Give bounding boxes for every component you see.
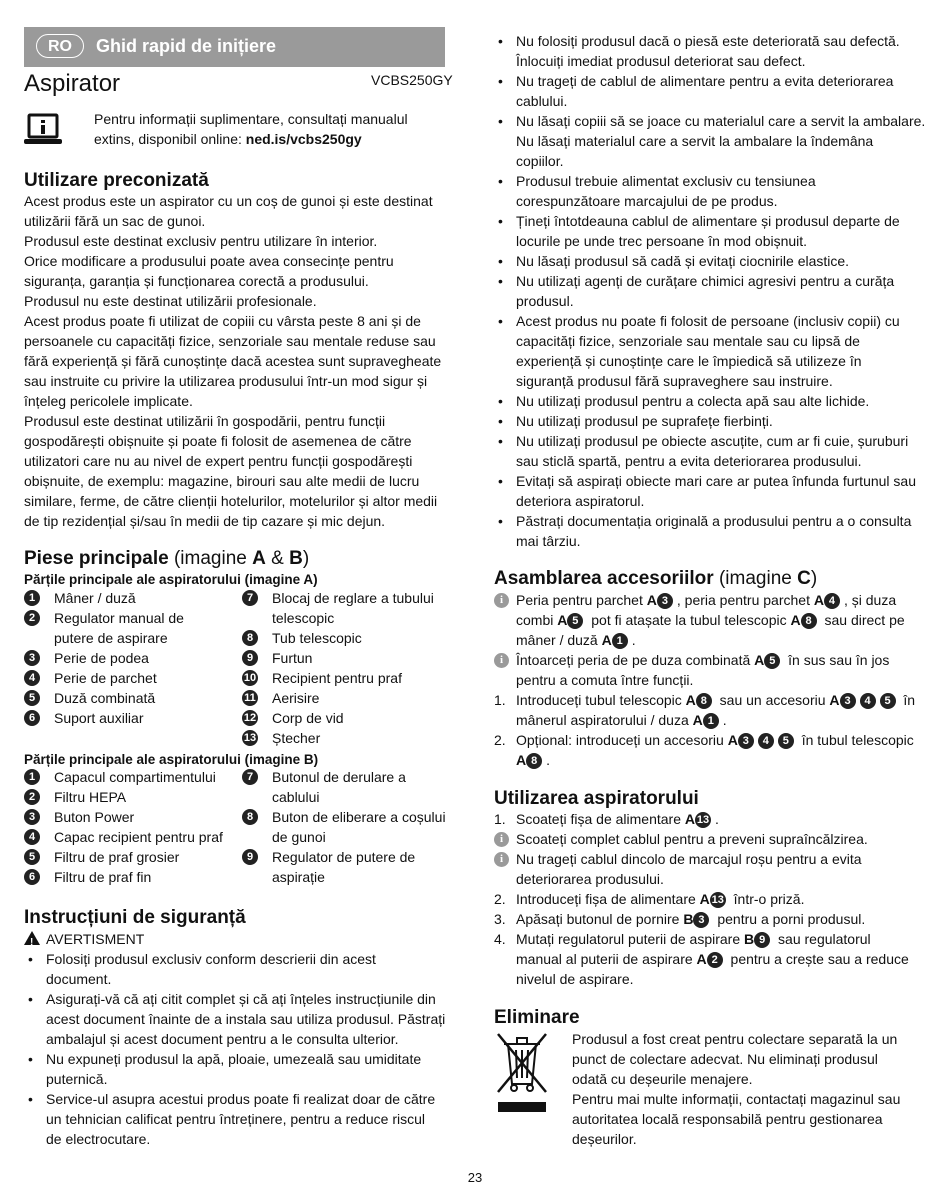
model-number: VCBS250GY (371, 72, 453, 88)
text-line: cablului. (516, 93, 568, 109)
text-line: Evitați să aspirați obiecte mari care ar putea înfunda furtunul sau (516, 473, 916, 489)
safety-item (494, 71, 926, 111)
text-fragment: 3 (738, 733, 754, 749)
safety-item (494, 471, 926, 511)
part-item (242, 708, 452, 728)
banner-title: Ghid rapid de inițiere (96, 36, 277, 56)
parts-a-subtitle: Părțile principale ale aspiratorului (imagine A) (24, 572, 318, 587)
text-fragment: mânerul aspiratorului / duza (516, 712, 693, 728)
text-line: Capacul compartimentului (54, 769, 216, 785)
info-text (94, 109, 434, 149)
safety-item (494, 391, 926, 411)
assembly-close: ) (810, 568, 818, 589)
text-fragment: combi (516, 612, 558, 628)
text-fragment: 3 (693, 912, 709, 928)
image-a-ref: A (252, 548, 266, 569)
text-fragment: 4 (824, 593, 840, 609)
usage-step-2 (494, 889, 926, 909)
text-line: odată cu deșeurile menajere. (572, 1071, 753, 1087)
text-line: Regulator manual de (54, 610, 184, 626)
safety-item (494, 411, 926, 431)
text-line: un tehnician calificat pentru întreținere, pentru a reduce riscul (46, 1111, 425, 1127)
info-icon: i (494, 653, 509, 668)
section-title-assembly (494, 568, 817, 590)
usage-step-4 (494, 929, 926, 989)
part-number-badge: 9 (242, 650, 258, 666)
text-line: aspirație (272, 869, 325, 885)
language-badge: RO (36, 34, 84, 58)
safety-item (24, 949, 449, 989)
part-item (242, 628, 452, 648)
text-fragment: 4. (494, 931, 506, 947)
text-line: Blocaj de reglare a tubului (272, 590, 434, 606)
part-item (242, 767, 452, 807)
text-line: Acest produs poate fi utilizat de copiii cu vârsta peste 8 ani și de (24, 313, 421, 329)
parts-a-left-list (24, 588, 239, 728)
text-line: Capac recipient pentru praf (54, 829, 223, 845)
text-line: Orice modificare a produsului poate avea consecințe pentru (24, 253, 394, 269)
section-title-intended-use: Utilizare preconizată (24, 170, 209, 191)
warning-text: AVERTISMENT (46, 931, 145, 947)
safety-item (24, 989, 449, 1049)
text-fragment: 13 (696, 814, 710, 827)
text-line: Asigurați-vă că ați citit complet și că ați înțeles instrucțiunile din (46, 991, 436, 1007)
text-line: siguranța, garanția și funcționarea corectă a produsului. (24, 273, 369, 289)
text-fragment: . (546, 752, 551, 768)
laptop-info-icon (24, 113, 62, 147)
info-icon: i (494, 593, 509, 608)
text-fragment: 1. (494, 811, 506, 827)
page-number: 23 (467, 1170, 483, 1185)
text-line: Nu utilizați produsul pentru a colecta apă sau alte lichide. (516, 393, 870, 409)
text-line: Folosiți produsul exclusiv conform descrierii din acest (46, 951, 376, 967)
manual-link[interactable]: ned.is/vcbs250gy (245, 131, 362, 147)
part-number-badge: 2 (24, 789, 40, 805)
image-b-ref: B (289, 548, 303, 569)
safety-item (24, 1049, 449, 1089)
text-line: Nu utilizați agenți de curățare chimici agresivi pentru a curăța (516, 273, 895, 289)
text-fragment: sau regulatorul (774, 931, 871, 947)
text-fragment: A (685, 692, 696, 708)
safety-item (494, 511, 926, 551)
usage-note-2 (494, 849, 926, 889)
text-line: Filtru de praf fin (54, 869, 152, 885)
text-line: document. (46, 971, 112, 987)
text-fragment: 5 (567, 613, 583, 629)
text-fragment: 5 (778, 733, 794, 749)
part-number-badge: 1 (24, 769, 40, 785)
part-item (24, 668, 239, 688)
text-fragment: 1. (494, 692, 506, 708)
text-fragment: , peria pentru parchet (676, 592, 814, 608)
text-line: capacități fizice, senzoriale sau mentale sau cu lipsă de (516, 333, 860, 349)
text-fragment: 9 (754, 932, 770, 948)
text-line: telescopic (272, 610, 335, 626)
assembly-step-1 (494, 690, 926, 730)
warning-icon: ! (24, 931, 40, 945)
text-fragment: Introduceți tubul telescopic (516, 692, 686, 708)
text-fragment: pot fi atașate la tubul telescopic (587, 612, 791, 628)
text-fragment: Mutați regulatorul puterii de aspirare (516, 931, 745, 947)
text-line: Tub telescopic (272, 630, 362, 646)
text-line: siguranță produsul fără supraveghere sau instruire. (516, 373, 833, 389)
text-fragment: A (754, 652, 765, 668)
text-line: locurile pe unde trec persoane în mod obișnuit. (516, 233, 808, 249)
text-line: Acest produs nu poate fi folosit de persoane (inclusiv copii) cu (516, 313, 900, 329)
text-fragment: , și duza (843, 592, 897, 608)
part-item (242, 648, 452, 668)
text-fragment: A (696, 951, 707, 967)
text-line: Produsul a fost creat pentru colectare separată la un (572, 1031, 898, 1047)
text-fragment: 3. (494, 911, 506, 927)
text-line: Service-ul asupra acestui produs poate fi realizat doar de către (46, 1091, 436, 1107)
text-line: Nu trageți de cablul de alimentare pentru a evita deteriorarea (516, 73, 894, 89)
text-fragment: 2. (494, 732, 506, 748)
part-item (24, 807, 239, 827)
part-number-badge: 8 (242, 630, 258, 646)
section-title-usage: Utilizarea aspiratorului (494, 788, 699, 809)
part-item (24, 827, 239, 847)
part-number-badge: 3 (24, 650, 40, 666)
text-line: Păstrați documentația originală a produsului pentru a o consulta (516, 513, 912, 529)
text-line: Nu lăsați materialul care a servit la ambalare la îndemâna (516, 133, 874, 149)
text-fragment: B (683, 911, 694, 927)
safety-item (494, 211, 926, 251)
text-fragment: Apăsați butonul de pornire (516, 911, 684, 927)
part-number-badge: 7 (242, 590, 258, 606)
section-title-safety: Instrucțiuni de siguranță (24, 907, 246, 928)
text-line: obișnuite, de exemplu: magazine, birouri sau alte medii de lucru (24, 473, 420, 489)
text-line: Nu lăsați produsul să cadă și evitați ciocnirile elastice. (516, 253, 850, 269)
part-number-badge: 1 (24, 590, 40, 606)
part-item (242, 807, 452, 847)
text-fragment: în (899, 692, 916, 708)
text-fragment: pentru a crește sau a reduce (726, 951, 909, 967)
text-line: Țineți întotdeauna cablul de alimentare și produsul departe de (516, 213, 900, 229)
text-fragment: în tubul telescopic (797, 732, 914, 748)
text-line: fără experiență și fără cunoștințe dacă acestea sunt supravegheate (24, 353, 442, 369)
part-number-badge: 2 (24, 610, 40, 626)
text-fragment: într-o priză. (729, 891, 805, 907)
safety-list-left (24, 949, 449, 1149)
part-item (24, 767, 239, 787)
text-fragment: A (699, 891, 710, 907)
text-fragment: 2. (494, 891, 506, 907)
text-fragment: A (516, 752, 527, 768)
close-paren: ) (302, 548, 310, 569)
text-line: cablului (272, 789, 320, 805)
info-icon: i (494, 832, 509, 847)
text-fragment: deteriorarea produsului. (516, 871, 664, 887)
part-item (24, 608, 239, 648)
text-fragment: . (715, 811, 719, 827)
safety-list-right (494, 31, 926, 551)
text-line: autoritatea locală responsabilă pentru gestionarea (572, 1111, 883, 1127)
part-number-badge: 4 (24, 670, 40, 686)
safety-item (494, 431, 926, 471)
safety-item (494, 31, 926, 71)
amp: & (265, 548, 290, 569)
text-line: persoanele cu capacități fizice, senzoriale sau mentale reduse sau (24, 333, 436, 349)
page-title: Aspirator (24, 70, 121, 97)
text-fragment: pentru a porni produsul. (713, 911, 866, 927)
text-line: acest document înainte de a instala sau utiliza produsul. Păstrați (46, 1011, 446, 1027)
text-line: Perie de parchet (54, 670, 157, 686)
part-number-badge: 11 (242, 690, 258, 706)
main-parts-title: Piese principale (24, 548, 169, 569)
text-line: sau instruite cu privire la utilizarea produsului într-un mod sigur și (24, 373, 428, 389)
intended-use-text (24, 191, 454, 531)
text-line: Nu lăsați copiii să se joace cu materialul care a servit la ambalare. (516, 113, 926, 129)
text-fragment: A (790, 612, 801, 628)
text-line: Filtru de praf grosier (54, 849, 180, 865)
text-fragment: A (813, 592, 824, 608)
text-line: Aerisire (272, 690, 320, 706)
text-fragment: 8 (526, 753, 542, 769)
text-fragment: 8 (801, 613, 817, 629)
text-fragment: . (631, 632, 636, 648)
text-line: ambalajul și acest document pentru a le consulta ulterior. (46, 1031, 399, 1047)
text-fragment: 3 (657, 593, 673, 609)
language-banner (24, 27, 445, 67)
assembly-note-2 (494, 650, 926, 690)
text-fragment: Întoarceți peria de pe duza combinată (516, 652, 755, 668)
text-line: Suport auxiliar (54, 710, 144, 726)
assembly-suffix: (imagine (718, 568, 798, 589)
text-line: utilizării fără un sac de gunoi. (24, 213, 206, 229)
text-line: utilizatori care nu au nivel de expert pentru funcții gospodărești (24, 453, 413, 469)
text-line: Acest produs este un aspirator cu un coș de gunoi și este destinat (24, 193, 433, 209)
text-fragment: 5 (764, 653, 780, 669)
text-fragment: A (692, 712, 703, 728)
text-fragment: pentru a comuta între funcții. (516, 672, 694, 688)
parts-b-subtitle: Părțile principale ale aspiratorului (imagine B) (24, 752, 319, 767)
text-line: de gunoi (272, 829, 326, 845)
safety-item (494, 111, 926, 171)
safety-item (494, 271, 926, 311)
text-line: corespunzătoare marcajului de pe produs. (516, 193, 778, 209)
text-fragment: Scoateți complet cablul pentru a preveni supraîncălzirea. (516, 831, 868, 847)
text-line: Furtun (272, 650, 313, 666)
text-line: Produsul este destinat utilizării în gospodării, pentru funcții (24, 413, 386, 429)
text-line: Nu folosiți produsul dacă o piesă este deteriorată sau defectă. (516, 33, 900, 49)
text-line: Nu utilizați produsul pe suprafețe fierbinți. (516, 413, 773, 429)
parts-b-right-list (242, 767, 452, 887)
part-item (242, 847, 452, 887)
text-fragment: . (722, 712, 727, 728)
text-line: Nu utilizați produsul pe obiecte ascuțite, cum ar fi cuie, șuruburi (516, 433, 909, 449)
text-fragment: 8 (696, 693, 712, 709)
safety-item (494, 251, 926, 271)
usage-step-3 (494, 909, 926, 929)
part-number-badge: 7 (242, 769, 258, 785)
text-line: Produsul trebuie alimentat exclusiv cu tensiunea (516, 173, 816, 189)
safety-item (24, 1089, 449, 1149)
part-number-badge: 6 (24, 710, 40, 726)
text-line: Produsul nu este destinat utilizării profesionale. (24, 293, 317, 309)
part-number-badge: 4 (24, 829, 40, 845)
part-item (24, 648, 239, 668)
text-fragment: A (727, 732, 738, 748)
usage-step-1 (494, 809, 926, 829)
text-line: putere de aspirare (54, 630, 168, 646)
text-line: gospodărești obișnuite și poate fi folosit de asemenea de către (24, 433, 412, 449)
safety-item (494, 311, 926, 391)
usage-content (494, 809, 926, 989)
text-line: Nu expuneți produsul la apă, ploaie, umezeală sau umiditate (46, 1051, 422, 1067)
part-item (242, 728, 452, 748)
part-number-badge: 12 (243, 712, 257, 724)
text-fragment: Scoateți fișa de alimentare (516, 811, 685, 827)
text-fragment: A (646, 592, 657, 608)
text-fragment: 2 (707, 952, 723, 968)
text-fragment: 4 (758, 733, 774, 749)
text-line: puternică. (46, 1071, 108, 1087)
part-item (24, 588, 239, 608)
part-number-badge: 13 (243, 732, 257, 744)
text-line: Butonul de derulare a (272, 769, 406, 785)
text-line: Duză combinată (54, 690, 156, 706)
text-line: Produsul este destinat exclusiv pentru utilizare în interior. (24, 233, 378, 249)
part-number-badge: 6 (24, 869, 40, 885)
text-line: sau sticlă spartă, pentru a evita deteriorarea produsului. (516, 453, 862, 469)
part-number-badge: 3 (24, 809, 40, 825)
text-line: produsul. (516, 293, 574, 309)
assembly-note-1 (494, 590, 926, 650)
text-fragment: Peria pentru parchet (516, 592, 647, 608)
text-fragment: nivelul de aspirare. (516, 971, 634, 987)
text-line: Perie de podea (54, 650, 149, 666)
text-line: Filtru HEPA (54, 789, 127, 805)
text-fragment: mâner / duză (516, 632, 602, 648)
text-fragment: A (601, 632, 612, 648)
text-line: de electrocutare. (46, 1131, 151, 1147)
text-fragment: sau direct pe (820, 612, 905, 628)
assembly-content (494, 590, 926, 770)
usage-note-1 (494, 829, 926, 849)
text-line: Recipient pentru praf (272, 670, 402, 686)
safety-item (494, 171, 926, 211)
text-fragment: 3 (840, 693, 856, 709)
section-title-main-parts (24, 548, 309, 570)
text-fragment: 1 (612, 633, 628, 649)
text-line: copiilor. (516, 153, 564, 169)
part-number-badge: 10 (243, 672, 257, 684)
text-fragment: A (557, 612, 568, 628)
part-item (24, 688, 239, 708)
text-line: Mâner / duză (54, 590, 136, 606)
text-fragment: Opțional: introduceți un accesoriu (516, 732, 728, 748)
text-line: Pentru mai multe informații, contactați magazinul sau (572, 1091, 901, 1107)
text-line: Buton de eliberare a coșului (272, 809, 446, 825)
info-text-body: Pentru informații suplimentare, consultați manualul extins, disponibil online: (94, 111, 408, 147)
text-line: înțeleg pericolele implicate. (24, 393, 193, 409)
text-fragment: 5 (880, 693, 896, 709)
text-line: similare, ferme, de către clienții hotelurilor, motelurilor și altor medii (24, 493, 438, 509)
text-line: deteriora aspiratorul. (516, 493, 645, 509)
part-item (24, 847, 239, 867)
text-line: punct de colectare adecvat. Nu eliminați produsul (572, 1051, 878, 1067)
part-number-badge: 8 (242, 809, 258, 825)
text-line: Înlocuiți imediat produsul deteriorat sau defect. (516, 53, 806, 69)
text-fragment: 1 (703, 713, 719, 729)
text-fragment: sau un accesoriu (715, 692, 830, 708)
disposal-text (572, 1029, 932, 1149)
text-line: Corp de vid (272, 710, 344, 726)
main-parts-suffix: (imagine (173, 548, 253, 569)
text-fragment: Nu trageți cablul dincolo de marcajul roșu pentru a evita (516, 851, 862, 867)
text-fragment: manual al puterii de aspirare (516, 951, 697, 967)
crossed-bin-icon (494, 1030, 550, 1112)
part-number-badge: 9 (242, 849, 258, 865)
part-item (242, 668, 452, 688)
text-fragment: 13 (711, 894, 724, 907)
section-title-disposal: Eliminare (494, 1007, 580, 1028)
text-line: mai târziu. (516, 533, 581, 549)
assembly-title: Asamblarea accesoriilor (494, 568, 714, 589)
text-fragment: A (829, 692, 840, 708)
part-item (242, 588, 452, 628)
text-fragment: B (744, 931, 755, 947)
image-c-ref: C (797, 568, 811, 589)
text-fragment: A (684, 811, 695, 827)
text-line: Regulator de putere de (272, 849, 416, 865)
text-fragment: Introduceți fișa de alimentare (516, 891, 700, 907)
text-line: de tip rezidențial și/sau în medii de tip cazare și mic dejun. (24, 513, 386, 529)
part-item (242, 688, 452, 708)
text-fragment: 4 (860, 693, 876, 709)
text-line: Ștecher (272, 730, 321, 746)
part-item (24, 867, 239, 887)
part-number-badge: 5 (24, 690, 40, 706)
text-line: Buton Power (54, 809, 135, 825)
parts-b-left-list (24, 767, 239, 887)
part-item (24, 787, 239, 807)
parts-a-right-list (242, 588, 452, 748)
part-item (24, 708, 239, 728)
warning-label (24, 929, 144, 949)
part-number-badge: 5 (24, 849, 40, 865)
text-fragment: în sus sau în jos (784, 652, 890, 668)
assembly-step-2 (494, 730, 926, 770)
text-line: experiență și cunoștințe care le împiedică să utilizeze în (516, 353, 862, 369)
text-line: deșeurilor. (572, 1131, 637, 1147)
info-icon: i (494, 852, 509, 867)
